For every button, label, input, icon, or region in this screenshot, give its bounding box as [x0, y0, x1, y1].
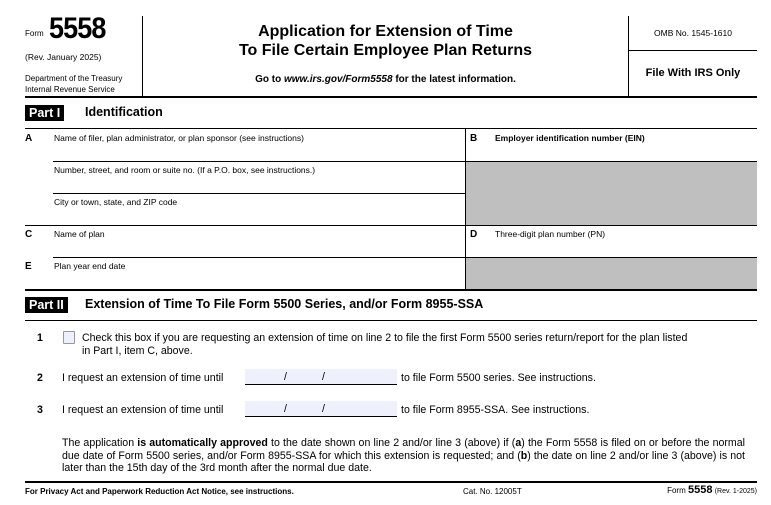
note-bold: is automatically approved [137, 437, 268, 449]
rule [25, 289, 757, 291]
footer-form-word: Form [667, 486, 686, 495]
label-plan-name: Name of plan [54, 229, 105, 239]
label-plan-year-end: Plan year end date [54, 261, 126, 271]
part1-badge: Part I [25, 105, 64, 121]
note-text: ) the date on line 2 and/or line 3 (above) is not later than the 15th day of the 3rd month after the normal due date. [62, 449, 745, 474]
title-line1: Application for Extension of Time [258, 23, 513, 40]
irs-link-line [143, 74, 628, 85]
plan-number-input[interactable] [494, 240, 757, 257]
omb-number: OMB No. 1545-1610 [654, 28, 732, 38]
date-slash: / [284, 403, 287, 415]
goto-suffix: for the latest information. [392, 74, 516, 85]
line3-date-input[interactable] [245, 401, 397, 416]
label-street: Number, street, and room or suite no. (If a P.O. box, see instructions.) [54, 165, 316, 175]
line1-text-cont: in Part I, item C, above. [82, 345, 193, 357]
label-city: City or town, state, and ZIP code [54, 197, 178, 207]
filer-name-input[interactable] [53, 144, 466, 161]
shaded-area [466, 258, 757, 289]
line3-prefix: I request an extension of time until [62, 404, 224, 416]
footer-form-id [667, 484, 757, 496]
rule [53, 193, 466, 194]
rule [25, 225, 757, 226]
divider [628, 50, 757, 51]
title-line2: To File Certain Employee Plan Returns [238, 42, 533, 59]
part1-title: Identification [85, 105, 163, 119]
line2-prefix: I request an extension of time until [62, 372, 224, 384]
ein-input[interactable] [494, 144, 757, 161]
privacy-notice: For Privacy Act and Paperwork Reduction Act Notice, see instructions. [25, 487, 294, 496]
line2-number: 2 [37, 372, 43, 384]
date-slash: / [322, 371, 325, 383]
label-ein: Employer identification number (EIN) [495, 133, 645, 143]
department: Department of the Treasury [25, 74, 123, 83]
rule [53, 161, 466, 162]
first-return-checkbox[interactable] [63, 331, 75, 344]
label-plan-number: Three-digit plan number (PN) [495, 229, 606, 239]
line3-number: 3 [37, 404, 43, 416]
note-bold: a [515, 437, 522, 449]
street-input[interactable] [53, 176, 466, 193]
letter-a: A [25, 133, 33, 144]
rule [245, 416, 397, 417]
service: Internal Revenue Service [25, 85, 115, 94]
header-rule [25, 96, 757, 98]
goto-prefix: Go to [255, 74, 284, 85]
file-with-irs: File With IRS Only [645, 67, 741, 79]
letter-b: B [470, 133, 478, 144]
note-text: The application [62, 437, 138, 449]
footer-form-number: 5558 [688, 484, 713, 496]
line2-suffix: to file Form 5500 series. See instructions. [401, 372, 596, 384]
letter-e: E [25, 261, 32, 272]
rule [25, 320, 757, 321]
shaded-area [466, 162, 757, 225]
part2-title: Extension of Time To File Form 5500 Series, and/or Form 8955-SSA [85, 297, 484, 311]
part2-badge: Part II [25, 297, 68, 313]
form-number: 5558 [49, 12, 106, 45]
line1-text: Check this box if you are requesting an extension of time on line 2 to file the first Form 5500 series return/report for the plan listed [82, 332, 688, 344]
note-text: to the date shown on line 2 and/or line 3 (above) if ( [267, 437, 516, 449]
city-input[interactable] [53, 208, 466, 225]
date-slash: / [322, 403, 325, 415]
note-text: ) the Form 5558 is filed on or before the normal due date of Form 5500 series, and/or Form 8955-SSA for which this extension is requested; and ( [62, 437, 745, 462]
rule [245, 384, 397, 385]
note-bold: b [520, 449, 528, 462]
footer-rule [25, 481, 757, 483]
letter-c: C [25, 229, 33, 240]
letter-d: D [470, 229, 478, 240]
rule [25, 128, 757, 129]
footer-revision: (Rev. 1-2025) [714, 488, 757, 495]
line1-number: 1 [37, 332, 43, 344]
irs-link[interactable]: www.irs.gov/Form5558 [283, 74, 393, 85]
catalog-number: Cat. No. 12005T [463, 487, 522, 496]
plan-year-end-input[interactable] [53, 272, 465, 289]
line2-date-input[interactable] [245, 369, 397, 384]
form-word: Form [25, 29, 44, 38]
line3-suffix: to file Form 8955-SSA. See instructions. [401, 404, 590, 416]
plan-name-input[interactable] [53, 240, 465, 257]
date-slash: / [284, 371, 287, 383]
revision: (Rev. January 2025) [25, 52, 102, 62]
label-filer-name: Name of filer, plan administrator, or plan sponsor (see instructions) [54, 133, 304, 143]
approval-note [62, 437, 745, 475]
